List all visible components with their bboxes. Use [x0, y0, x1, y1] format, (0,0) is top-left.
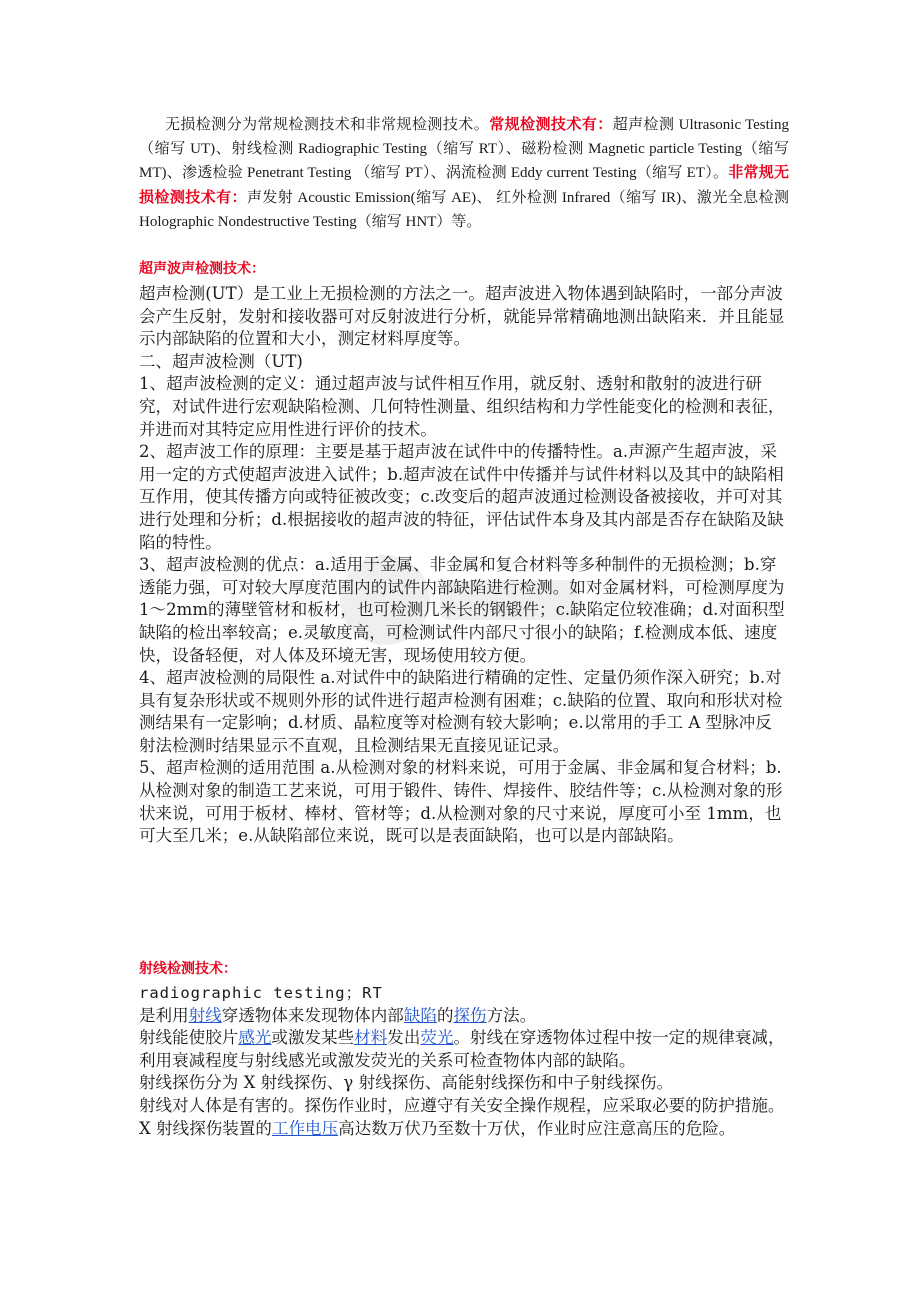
rt-principle [139, 1027, 787, 1072]
rt-text: 或激发某些 [271, 1028, 355, 1048]
rt-voltage [139, 1118, 787, 1141]
rt-term: radiographic testing；RT [139, 984, 383, 1002]
rt-definition [139, 1005, 787, 1028]
link-photosensitive[interactable]: 感光 [238, 1028, 272, 1048]
rt-text: 的 [436, 1005, 454, 1025]
ultrasonic-heading: 超声波声检测技术： [139, 262, 265, 277]
ut-paragraph: 4、超声波检测的局限性 a.对试件中的缺陷进行精确的定性、定量仍须作深入研究；b.对具有复杂形状或不规则外形的试件进行超声检测有困难；c.缺陷的位置、取向和形状对检测结果有一定影响；d.材质、晶粒度等对检测有较大影响；e.以常用的手工 A 型脉冲反射法检测时结果显示不直观，且检测结果无直接见证记录。 [139, 668, 783, 755]
link-ray[interactable]: 射线 [188, 1005, 222, 1025]
intro-lead: 无损检测分为常规检测技术和非常规检测技术。 [165, 117, 490, 133]
ut-paragraph: 1、超声波检测的定义：通过超声波与试件相互作用，就反射、透射和散射的波进行研究，对试件进行宏观缺陷检测、几何特性测量、组织结构和力学性能变化的检测和表征，并进而对其特定应用性进行评价的技术。 [139, 374, 785, 439]
ut-paragraph: 超声检测(UT）是工业上无损检测的方法之一。超声波进入物体遇到缺陷时，一部分声波会产生反射，发射和接收器可对反射波进行分析，就能异常精确地测出缺陷来．并且能显示内部缺陷的位置和大小，测定材料厚度等。 [139, 284, 785, 349]
ultrasonic-section [139, 260, 787, 848]
ut-paragraph: 5、超声检测的适用范围 a.从检测对象的材料来说，可用于金属、非金属和复合材料；b.从检测对象的制造工艺来说，可用于锻件、铸件、焊接件、胶结件等；c.从检测对象的形状来说，可用于板材、棒材、管材等；d.从检测对象的尺寸来说，厚度可小至 1mm，也可大至几米；e.从缺陷部位来说，既可以是表面缺陷，也可以是内部缺陷。 [139, 758, 783, 846]
link-flaw-detection[interactable]: 探伤 [453, 1005, 487, 1025]
rt-text: 方法。 [486, 1005, 537, 1025]
rt-text: 发出 [387, 1028, 421, 1048]
rt-text: 高达数万伏乃至数十万伏，作业时应注意高压的危险。 [338, 1118, 736, 1138]
rt-text: 。射线在穿透物体过程中按一定的规律衰减，利用衰减程度与射线感光或激发荧光的关系可检查物体内部的缺陷。 [139, 1028, 785, 1070]
ut-paragraph: 2、超声波工作的原理：主要是基于超声波在试件中的传播特性。a.声源产生超声波，采用一定的方式使超声波进入试件；b.超声波在试件中传播并与试件材料以及其中的缺陷相互作用，使其传播方向或特征被改变；c.改变后的超声波通过检测设备被接收，并可对其进行处理和分析；d.根据接收的超声波的特征，评估试件本身及其内部是否存在缺陷及缺陷的特性。 [139, 442, 784, 552]
link-defect[interactable]: 缺陷 [403, 1005, 437, 1025]
unconventional-methods-list: 声发射 Acoustic Emission(缩写 AE)、 红外检测 Infrared（缩写 IR)、激光全息检测 Holographic Nondestructive Testing（缩写 HNT）等。 [139, 189, 789, 230]
link-material[interactable]: 材料 [354, 1028, 388, 1048]
radiographic-body [139, 982, 787, 1140]
radiographic-heading: 射线检测技术： [139, 962, 237, 977]
rt-safety: 射线对人体是有害的。探伤作业时，应遵守有关安全操作规程，应采取必要的防护措施。 [139, 1095, 785, 1115]
link-working-voltage[interactable]: 工作电压 [271, 1118, 339, 1138]
ut-paragraph: 二、超声波检测（UT) [139, 351, 303, 371]
link-fluorescence[interactable]: 荧光 [420, 1028, 454, 1048]
rt-text: X 射线探伤装置的 [139, 1118, 272, 1138]
conventional-methods-list: 超声检测 Ultrasonic Testing（缩写 UT)、射线检测 Radiographic Testing（缩写 RT）、磁粉检测 Magnetic particle Testing（缩写 MT)、渗透检验 Penetrant Testing （缩写 PT）、涡流检测 Eddy current Testing（缩写 ET）。 [139, 117, 789, 182]
rt-text: 是利用 [139, 1005, 189, 1025]
intro-paragraph [139, 113, 789, 234]
ut-paragraph: 3、超声波检测的优点：a.适用于金属、非金属和复合材料等多种制件的无损检测；b.穿透能力强，可对较大厚度范围内的试件内部缺陷进行检测。如对金属材料，可检测厚度为1～2mm的薄壁管材和板材，也可检测几米长的钢锻件；c.缺陷定位较准确；d.对面积型缺陷的检出率较高；e.灵敏度高，可检测试件内部尺寸很小的缺陷；f.检测成本低、速度快，设备轻便，对人体及环境无害，现场使用较方便。 [139, 555, 785, 665]
radiographic-section [139, 960, 787, 1140]
ultrasonic-body [139, 283, 787, 848]
unconventional-methods-label: 非常规无损检测技术有： [139, 165, 789, 206]
rt-categories: 射线探伤分为 X 射线探伤、γ 射线探伤、高能射线探伤和中子射线探伤。 [139, 1073, 674, 1093]
rt-text: 射线能使胶片 [139, 1028, 239, 1048]
conventional-methods-label: 常规检测技术有： [489, 117, 613, 133]
rt-text: 穿透物体来发现物体内部 [221, 1005, 404, 1025]
